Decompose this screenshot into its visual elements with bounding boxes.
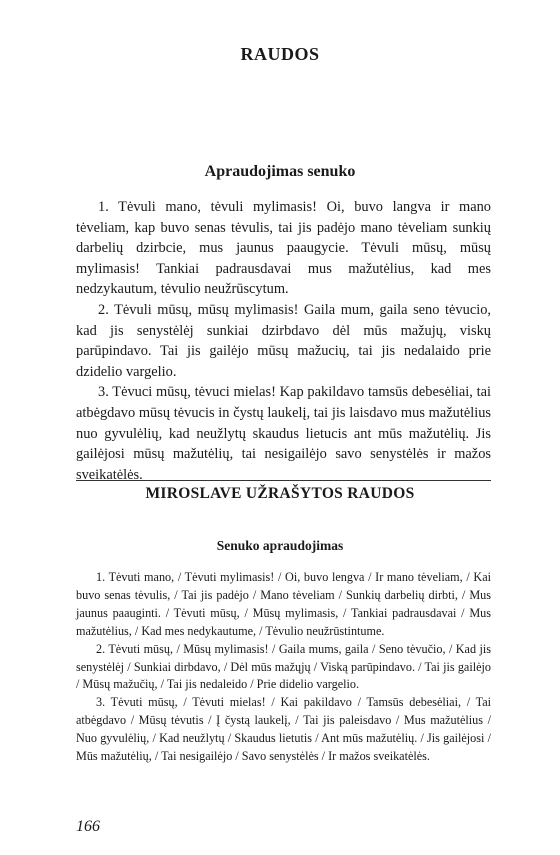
subsection-heading: Senuko apraudojimas [216, 538, 344, 553]
paragraph: 2. Tėvuli mūsų, mūsų mylimasis! Gaila mum, gaila seno tėvucio, kad jis senystėlėj sunkiai dzirbdavo dėl mūs mažujų, viskų parūpindavo. Tai jis gailėjo mūsų mažucių, tai jis nedalaido prie dzidelio vargelio. [76, 301, 491, 380]
paragraph: 1. Tėvuli mano, tėvuli mylimasis! Oi, buvo langva ir mano tėveliam, kap buvo senas tėvulis, tai jis padėjo mano tėveliam sunkių darbelių dzirbcie, mus jaunus paaugycie. Tėvuli mūsų, mūsų mylimasis! Tankiai padrausdavai mus mažutėlius, kad mes nedzykautum, tėvulio neužrūscytum. [76, 199, 491, 298]
section-heading: MIROSLAVE UŽRAŠYTOS RAUDOS [145, 485, 415, 502]
paragraph: 1. Tėvuti mano, / Tėvuti mylimasis! / Oi, buvo lengva / Ir mano tėveliam, / Kai buvo senas tėvulis, / Tai jis padėjo / Mano tėveliam / Sunkių darbelių dirbti, / Mus jaunus paauginti. / Tėvuti mūsų, / Mūsų mylimasis, / Tankiai padrausdavai / Mus mažutėlius, / Kad mes nedykautume, / Tėvulio neužrūstintume. [76, 570, 491, 638]
section-divider [76, 480, 491, 481]
paragraph: 2. Tėvuti mūsų, / Mūsų mylimasis! / Gaila mums, gaila / Seno tėvučio, / Kad jis senystėlėj / Sunkiai dirbdavo, / Dėl mūs mažųjų / Viską parūpindavo. / Tai jis gailėjo / Mūsų mažučių, / Tai jis nedaleido / Prie didelio vargelio. [76, 641, 491, 692]
paragraph: 3. Tėvuci mūsų, tėvuci mielas! Kap pakildavo tamsūs debesėliai, tai atbėgdavo mūsų tėvucis in čystų laukelį, tai jis laisdavo mus mažutėlius nuo gyvulėlių, kad neužlytų skaudus lietucis ant mūs mažutėlių. Jis gailėjosi mūsų mažutėlių, tai nesigailėjo savo senystėlės ir mažos sveikatėlės. [76, 384, 491, 483]
main-text [76, 197, 491, 485]
page-title: RAUDOS [240, 44, 320, 64]
section-heading: Apraudojimas senuko [204, 163, 356, 180]
small-text [76, 569, 491, 766]
paragraph: 3. Tėvuti mūsų, / Tėvuti mielas! / Kai pakildavo / Tamsūs debesėliai, / Tai atbėgdavo / Mūsų tėvutis / Į čystą laukelį, / Tai jis paleisdavo / Mus mažutėlius / Nuo gyvulėlių, / Kad neužlytų / Skaudus lietutis / Ant mūs mažutėlių. / Jis gailėjosi / Mūs mažutėlių, / Tai nesigailėjo / Savo senystėlės / Ir mažos sveikatėlės. [76, 695, 491, 764]
page-number: 166 [76, 818, 100, 835]
